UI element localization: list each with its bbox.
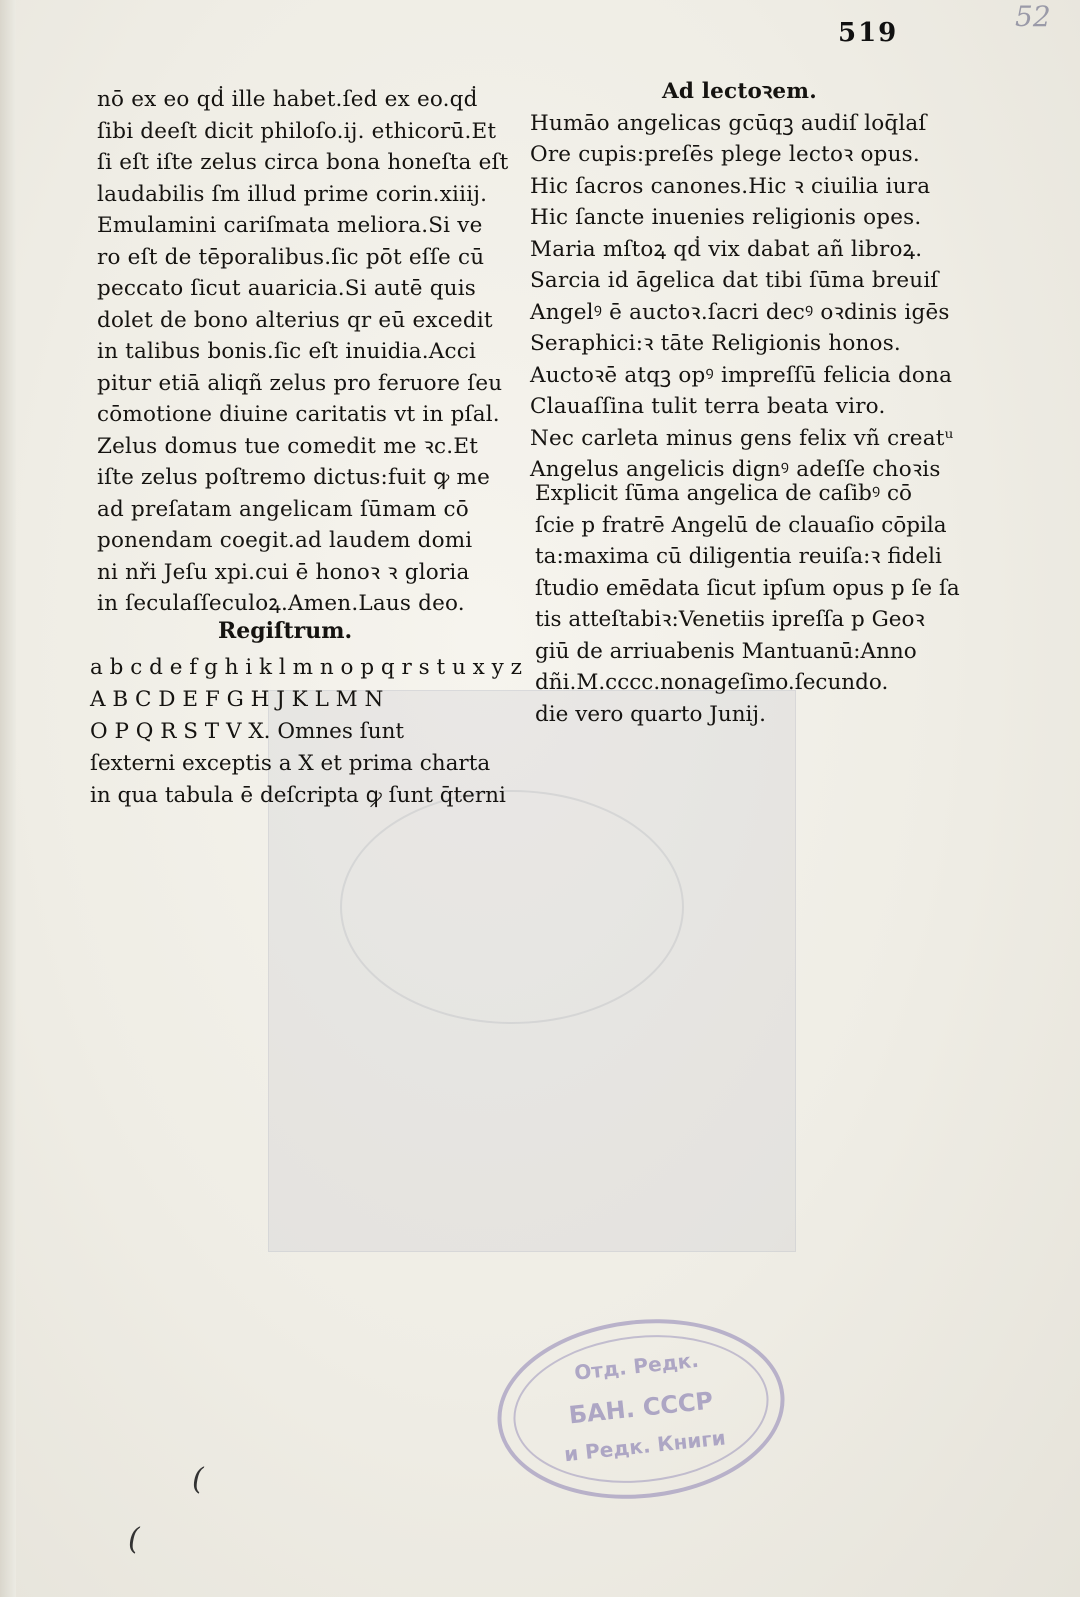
stamp-line: Отд. Редк. [573, 1347, 700, 1385]
text-line: nō ex eo qḋ ille habet.ſed ex eo.qḋ [97, 87, 478, 112]
verse-line: Hic ſacros canones.Hic ꝛ ciuilia iura [530, 173, 931, 199]
verse-line: Seraphici:ꝛ tāte Religionis honos. [530, 331, 901, 356]
colophon-line: dñi.M.cccc.nonageſimo.ſecundo. [535, 670, 889, 695]
verse-line: Hic ſancte inuenies religionis opes. [530, 205, 922, 230]
text-line: ponendam coegit.ad laudem domi [97, 528, 473, 553]
colophon-line: ta:maxima cū diligentia reuiſa:ꝛ fideli [535, 544, 942, 569]
registrum-line: A B C D E F G H J K L M N [90, 687, 384, 712]
text-line: in ſeculaſſeculoꝝ.Amen.Laus deo. [97, 591, 465, 616]
text-line: ro eſt de tēporalibus.ſic pōt eſſe cū [97, 244, 485, 270]
text-line: cōmotione diuine caritatis vt in pſal. [97, 402, 500, 427]
registrum-block [90, 652, 522, 812]
verse-line: Sarcia id āgelica dat tibi ſūma breuiſ [530, 268, 939, 293]
text-line: iſte zelus poſtremo dictus:fuit ꝙ me [97, 465, 491, 490]
ink-mark: ( [128, 1522, 140, 1557]
text-line: dolet de bono alterius qr eū excedit [97, 307, 493, 333]
colophon-line: giū de arriuabenis Mantuanū:Anno [535, 638, 917, 664]
text-line: pitur etiā aliqñ zelus pro feruore ſeu [97, 370, 503, 396]
colophon-line: ſcie p fratrē Angelū de clauaſio cōpila [535, 512, 947, 538]
library-stamp [488, 1305, 793, 1512]
text-line: in talibus bonis.ſic eſt inuidia.Acci [97, 339, 477, 364]
stamp-line: БАН. СССР [567, 1386, 715, 1430]
right-column-heading: Ad lectoꝛem. [662, 79, 817, 104]
text-line: ſi eſt iſte zelus circa bona honeſta eſt [97, 150, 509, 175]
registrum-line: a b c d e f g h i k l m n o p q r s t u x y z [90, 655, 522, 680]
page-edge [0, 0, 16, 1597]
colophon-line: Explicit ſūma angelica de caſibꝰ cō [535, 481, 912, 506]
registrum-title: Regiſtrum. [218, 618, 353, 644]
registrum-line: in qua tabula ē deſcripta ꝙ ſunt q̄terni [90, 783, 506, 808]
text-line: laudabilis ſm illud prime corin.xiiij. [97, 181, 488, 207]
verse-line: Clauaſſina tulit terra beata viro. [530, 394, 886, 419]
stamp-line: и Редк. Книги [562, 1425, 727, 1467]
verse-line: Auctoꝛē atqꝫ opꝰ impreſſū felicia dona [530, 362, 953, 388]
verse-line: Angelꝰ ē auctoꝛ.ſacri decꝰ oꝛdinis igēs [530, 299, 950, 325]
registrum-line: O P Q R S T V X. Omnes ſunt [90, 719, 405, 744]
colophon-line: ſtudio emēdata ſicut ipſum opus p ſe ſa [535, 575, 960, 601]
colophon-line: tis atteſtabiꝛ:Venetiis ipreſſa p Geoꝛ [535, 607, 925, 632]
show-through-circle [340, 790, 684, 1024]
verse-line: Angelus angelicis dignꝰ adeſſe choꝛis [530, 457, 941, 482]
text-line: ſibi deeſt dicit philoſo.ij. ethicorū.Et [97, 118, 497, 144]
text-line: Zelus domus tue comedit me ꝛc.Et [97, 433, 479, 459]
corner-note: 52 [1015, 0, 1051, 33]
colophon-explicit [535, 478, 960, 730]
text-line: ad preſatam angelicam ſūmam cō [97, 496, 469, 522]
ink-mark: ( [192, 1462, 204, 1497]
colophon-line: die vero quarto Junij. [535, 701, 766, 727]
verse-line: Humāo angelicas gcūqꝫ audiſ loq̄laſ [530, 110, 927, 136]
verse-line: Nec carleta minus gens felix vñ creatᵘ [530, 425, 954, 451]
registrum-line: ſexterni exceptis a X et prima charta [90, 751, 491, 776]
left-column [97, 84, 509, 620]
folio-number: 519 [838, 18, 899, 48]
text-line: Emulamini cariſmata meliora.Si ve [97, 213, 483, 238]
text-line: ni nři Jeſu xpi.cui ē honoꝛ ꝛ gloria [97, 559, 470, 585]
text-line: peccato ſicut auaricia.Si autē quis [97, 276, 477, 301]
verse-line: Maria mſtoꝝ qḋ vix dabat añ libroꝝ. [530, 236, 923, 262]
right-column [530, 76, 953, 486]
verse-line: Ore cupis:preſēs plege lectoꝛ opus. [530, 142, 920, 167]
